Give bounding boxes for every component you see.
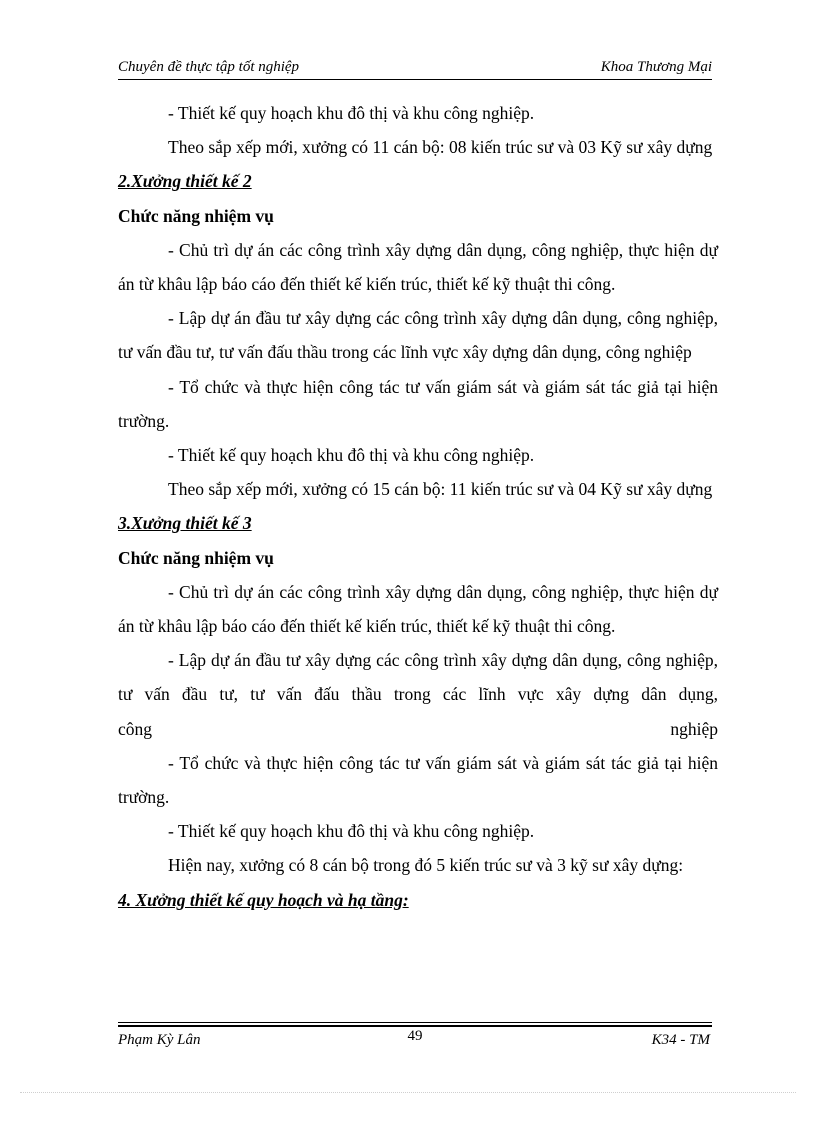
spread-line [118, 712, 718, 746]
header-department: Khoa Thương Mại [600, 59, 712, 75]
paragraph: - Chủ trì dự án các công trình xây dựng dân dụng, công nghiệp, thực hiện dự án từ khâu lập báo cáo đến thiết kế kiến trúc, thiết kế kỹ thuật thi công. [118, 239, 718, 295]
paragraph: Hiện nay, xưởng có 8 cán bộ trong đó 5 kiến trúc sư và 3 kỹ sư xây dựng: [168, 855, 684, 876]
page-footer [118, 1022, 712, 1054]
subheading: Chức năng nhiệm vụ [118, 547, 274, 568]
page-number: 49 [407, 1028, 423, 1044]
footer-class: K34 - TM [651, 1032, 710, 1048]
header-rule [118, 79, 712, 80]
section-heading-2: 2.Xưởng thiết kế 2 [118, 171, 252, 192]
paragraph: - Lập dự án đầu tư xây dựng các công trình xây dựng dân dụng, công nghiệp, tư vấn đầu tư, tư vấn đấu thầu trong các lĩnh vực xây dựng dân dụng, [118, 650, 718, 705]
paragraph: - Thiết kế quy hoạch khu đô thị và khu công nghiệp. [168, 445, 535, 466]
section-heading-4: 4. Xưởng thiết kế quy hoạch và hạ tầng: [118, 889, 409, 910]
paragraph: - Thiết kế quy hoạch khu đô thị và khu công nghiệp. [168, 821, 535, 842]
paragraph: - Chủ trì dự án các công trình xây dựng dân dụng, công nghiệp, thực hiện dự án từ khâu lập báo cáo đến thiết kế kiến trúc, thiết kế kỹ thuật thi công. [118, 581, 718, 637]
subheading: Chức năng nhiệm vụ [118, 205, 274, 226]
paragraph: - Thiết kế quy hoạch khu đô thị và khu công nghiệp. [168, 103, 535, 123]
header-document-title: Chuyên đề thực tập tốt nghiệp [118, 59, 300, 75]
page-header [118, 56, 712, 80]
paragraph: - Lập dự án đầu tư xây dựng các công trình xây dựng dân dụng, công nghiệp, tư vấn đầu tư, tư vấn đấu thầu trong các lĩnh vực xây dựng dân dụng, công nghiệp [118, 308, 718, 363]
paragraph: - Tổ chức và thực hiện công tác tư vấn giám sát và giám sát tác giả tại hiện trường. [118, 376, 718, 431]
page-edge-divider [20, 1092, 796, 1093]
section-heading-3: 3.Xưởng thiết kế 3 [118, 513, 252, 534]
page-body [118, 96, 718, 917]
spread-word: nghiệp [670, 718, 718, 739]
footer-author: Phạm Kỳ Lân [118, 1032, 201, 1048]
footer-rule [118, 1022, 712, 1023]
paragraph: - Tổ chức và thực hiện công tác tư vấn giám sát và giám sát tác giả tại hiện trường. [118, 752, 718, 808]
footer-rule-thick [118, 1025, 712, 1027]
paragraph: Theo sắp xếp mới, xưởng có 15 cán bộ: 11 kiến trúc sư và 04 Kỹ sư xây dựng [168, 479, 713, 500]
spread-word: công [118, 718, 153, 739]
paragraph: Theo sắp xếp mới, xưởng có 11 cán bộ: 08 kiến trúc sư và 03 Kỹ sư xây dựng [168, 137, 713, 158]
